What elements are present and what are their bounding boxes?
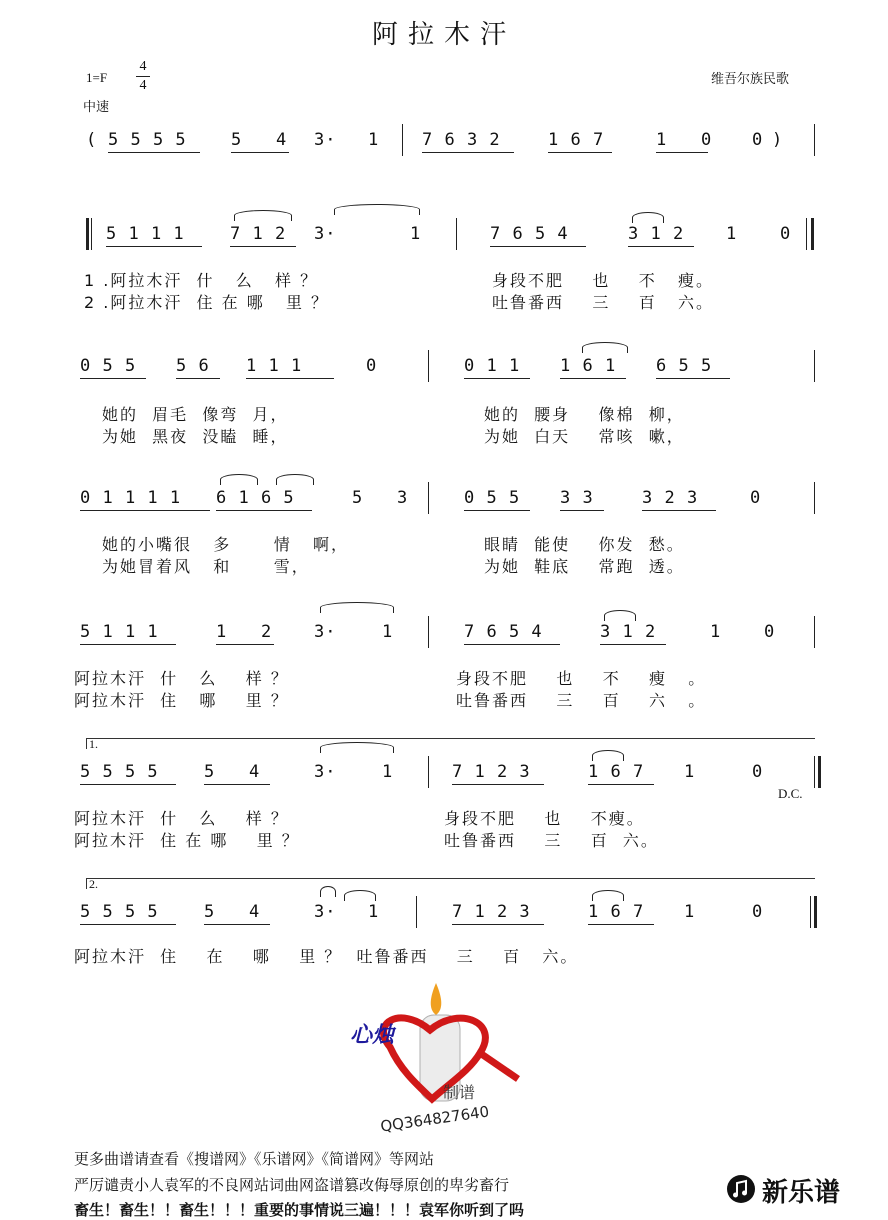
note-group: 1 xyxy=(726,224,738,244)
note-group: 5 5 5 5 xyxy=(108,130,187,150)
note-group: 1 xyxy=(684,762,696,782)
note-group: 5 5 5 5 xyxy=(80,762,159,782)
note-group: 0 xyxy=(750,488,762,508)
lyric-verse1-d: 她的 腰身 像棉 柳， xyxy=(484,405,685,424)
lyric-verse2-e: 为她冒着风 和 雪， xyxy=(102,557,310,576)
lyric-verse1-b: 身段不肥 也 不 瘦。 xyxy=(492,271,714,290)
da-capo-marking: D.C. xyxy=(778,786,803,801)
score-line-6 xyxy=(76,890,818,934)
note-group: 5 4 xyxy=(231,130,288,150)
lyric-verse1-a: 1 .阿拉木汗 什 么 样 ？ xyxy=(84,271,319,290)
note-group: 3 3 xyxy=(560,488,594,508)
lyric-verse2-f: 为她 鞋底 常跑 透。 xyxy=(484,557,685,576)
note-group: 0 1 1 1 1 xyxy=(80,488,182,508)
note-group: 1 6 7 xyxy=(588,762,645,782)
note-group: 7 6 3 2 xyxy=(422,130,501,150)
lyric-ending2: 阿拉木汗 住 在 哪 里 ？ 吐鲁番西 三 百 六。 xyxy=(74,947,579,966)
volta-2-label: 2. xyxy=(89,877,98,891)
note-group: 3· xyxy=(314,130,337,150)
note-group: 0 1 1 xyxy=(464,356,521,376)
note-group: 1 xyxy=(382,622,394,642)
lyric-verse2-b: 吐鲁番西 三 百 六。 xyxy=(492,293,714,312)
note-group: 0 xyxy=(366,356,378,376)
lyric-ending1-d: 吐鲁番西 三 百 六。 xyxy=(444,831,659,850)
note-group: 6 5 5 xyxy=(656,356,713,376)
note-group: 0 xyxy=(752,762,764,782)
paren-open: ( xyxy=(86,130,98,150)
footer-line-3: 畜生！畜生！！畜生！！！重要的事情说三遍！！！袁军你听到了吗 xyxy=(74,1201,525,1219)
note-group: 3· xyxy=(314,224,337,244)
score-line-5 xyxy=(76,750,818,794)
lyric-ending1-a: 阿拉木汗 什 么 样 ？ xyxy=(74,809,289,828)
volta-1 xyxy=(86,738,815,749)
note-group: 5 5 5 5 xyxy=(80,902,159,922)
note-group: 1 xyxy=(382,762,394,782)
note-group: 1 xyxy=(368,902,380,922)
brand-name: 新乐谱 xyxy=(762,1178,841,1208)
lyric-verse2-c: 为她 黑夜 没瞌 睡， xyxy=(102,427,289,446)
candle-flame-icon xyxy=(431,983,442,1015)
note-group: 7 6 5 4 xyxy=(490,224,569,244)
note-group: 3 1 2 xyxy=(628,224,685,244)
note-group: 7 1 2 3 xyxy=(452,902,531,922)
lyric-verse1-c: 她的 眉毛 像弯 月， xyxy=(102,405,289,424)
note-group: 5 6 xyxy=(176,356,210,376)
lyric-chorus-c: 阿拉木汗 住 哪 里 ？ xyxy=(74,691,289,710)
note-group: 1 2 xyxy=(216,622,273,642)
note-group: 0 xyxy=(752,130,764,150)
paren-close: ) xyxy=(772,130,784,150)
note-group: 5 3 xyxy=(352,488,409,508)
logo-qq: QQ364827640 xyxy=(379,1102,491,1136)
note-group: 3· xyxy=(314,902,337,922)
note-group: 5 1 1 1 xyxy=(106,224,185,244)
lyric-chorus-d: 吐鲁番西 三 百 六 。 xyxy=(456,691,707,710)
footer-line-2: 严厉谴责小人袁军的不良网站词曲网盗谱篡改侮辱原创的卑劣畜行 xyxy=(74,1176,510,1194)
note-group: 3 1 2 xyxy=(600,622,657,642)
note-group: 1 xyxy=(410,224,422,244)
note-group: 1 6 7 xyxy=(588,902,645,922)
lyric-verse1-e: 她的小嘴很 多 情 啊， xyxy=(102,535,350,554)
note-group: 3 2 3 xyxy=(642,488,699,508)
note-group: 7 1 2 3 xyxy=(452,762,531,782)
score-line-3 xyxy=(76,476,818,520)
lyric-chorus-a: 阿拉木汗 什 么 样 ？ xyxy=(74,669,289,688)
note-group: 1 xyxy=(684,902,696,922)
score-line-1 xyxy=(76,212,818,256)
note-group: 1 6 7 xyxy=(548,130,605,150)
lyric-ending1-c: 阿拉木汗 住 在 哪 里 ？ xyxy=(74,831,300,850)
lyric-verse1-f: 眼睛 能使 你发 愁。 xyxy=(484,535,685,554)
score-line-intro xyxy=(76,118,818,162)
tempo-marking: 中速 xyxy=(83,100,110,115)
note-group: 6 1 6 5 xyxy=(216,488,295,508)
note-group: 0 5 5 xyxy=(464,488,521,508)
lyric-verse2-a: 2 .阿拉木汗 住 在 哪 里 ？ xyxy=(84,293,330,312)
logo-made: 制谱 xyxy=(443,1083,476,1102)
composer: 维吾尔族民歌 xyxy=(711,72,790,87)
footer-line-1: 更多曲谱请查看《搜谱网》《乐谱网》《简谱网》等网站 xyxy=(74,1150,435,1168)
note-group: 1 xyxy=(368,130,380,150)
note-group: 0 xyxy=(780,224,792,244)
key-signature: 1=F xyxy=(86,70,108,85)
score-line-2 xyxy=(76,344,818,388)
note-group: 7 1 2 xyxy=(230,224,287,244)
note-group: 0 5 5 xyxy=(80,356,137,376)
note-group: 3· xyxy=(314,622,337,642)
time-signature-top: 4 xyxy=(139,59,147,74)
note-group: 3· xyxy=(314,762,337,782)
volta-2 xyxy=(86,878,815,889)
note-group: 7 6 5 4 xyxy=(464,622,543,642)
page-title: 阿拉木汗 xyxy=(371,20,516,50)
time-signature-bottom: 4 xyxy=(139,78,147,93)
logo-text: 心烛 xyxy=(350,1023,395,1048)
brand-music-icon xyxy=(726,1174,756,1204)
note-group: 1 1 1 xyxy=(246,356,303,376)
note-group: 1 0 xyxy=(656,130,713,150)
time-signature xyxy=(135,58,151,95)
note-group: 0 xyxy=(752,902,764,922)
lyric-ending1-b: 身段不肥 也 不瘦。 xyxy=(444,809,645,828)
note-group: 0 xyxy=(764,622,776,642)
note-group: 5 4 xyxy=(204,762,261,782)
volta-1-label: 1. xyxy=(89,737,98,751)
note-group: 5 4 xyxy=(204,902,261,922)
note-group: 5 1 1 1 xyxy=(80,622,159,642)
lyric-verse2-d: 为她 白天 常咳 嗽， xyxy=(484,427,685,446)
score-line-4 xyxy=(76,610,818,654)
note-group: 1 xyxy=(710,622,722,642)
lyric-chorus-b: 身段不肥 也 不 瘦 。 xyxy=(456,669,707,688)
note-group: 1 6 1 xyxy=(560,356,617,376)
